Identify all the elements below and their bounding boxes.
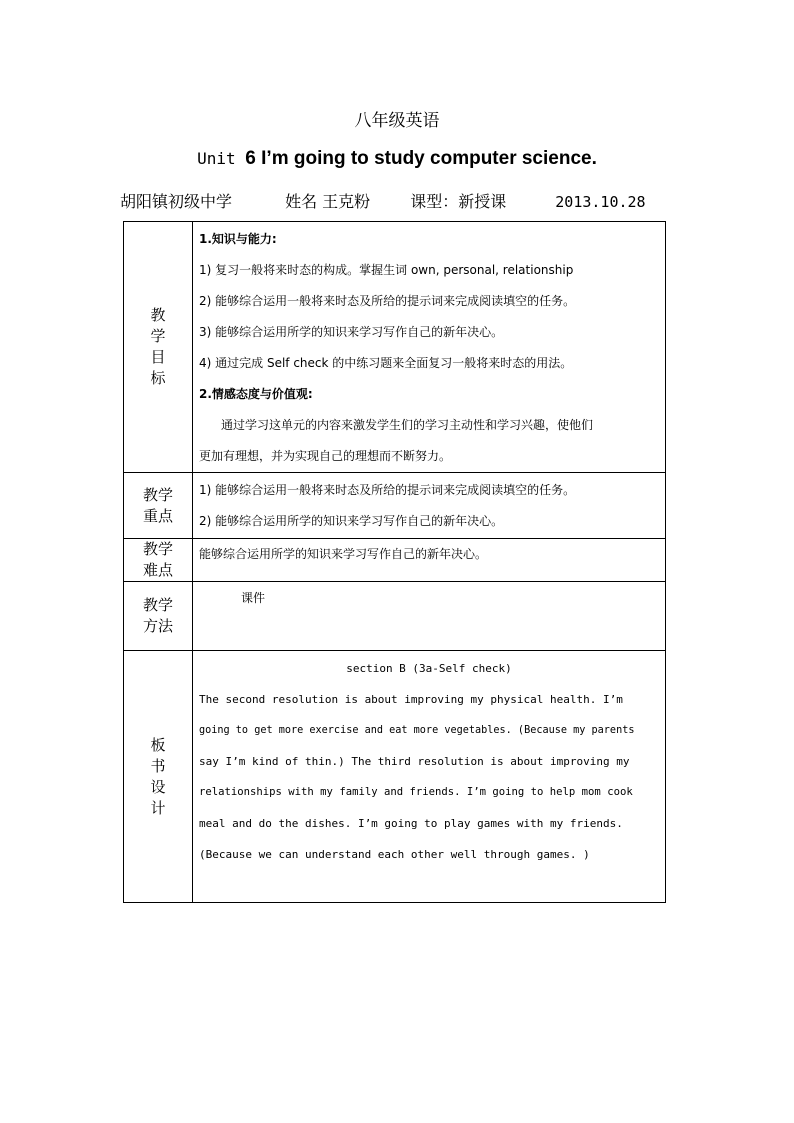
board-line: going to get more exercise and eat more vegetables. (Because my parents xyxy=(199,725,635,736)
board-design-content xyxy=(193,651,666,903)
label-line: 教学 xyxy=(142,540,173,558)
label-line: 教学 xyxy=(142,485,173,504)
objectives-heading-attitude: 2.情感态度与价值观: xyxy=(199,387,313,401)
attitude-text-line2: 更加有理想，并为实现自己的理想而不断努力。 xyxy=(199,449,452,463)
board-heading: section B (3a-Self check) xyxy=(346,662,512,675)
lesson-type: 课型：新授课 xyxy=(410,192,507,211)
key-point-item: 2) 能够综合运用所学的知识来学习写作自己的新年决心。 xyxy=(199,514,504,528)
lesson-plan-table xyxy=(123,221,666,903)
unit-title: 6 I’m going to study computer science. xyxy=(245,148,597,169)
board-line: (Because we can understand each other well through games. ) xyxy=(199,848,590,861)
row-methods xyxy=(124,582,666,651)
method-text: 课件 xyxy=(241,591,266,605)
school-name: 胡阳镇初级中学 xyxy=(120,192,233,211)
objective-item: 1) 复习一般将来时态的构成。掌握生词 own, personal, relationship xyxy=(199,263,574,277)
label-methods xyxy=(124,582,193,651)
label-difficulties xyxy=(124,539,193,582)
board-line: say I’m kind of thin.) The third resolution is about improving my xyxy=(199,755,630,768)
difficulties-content xyxy=(193,539,666,582)
label-line: 教学 xyxy=(142,596,173,614)
label-char: 目 xyxy=(150,348,166,366)
objective-item: 4) 通过完成 Self check 的中练习题来全面复习一般将来时态的用法。 xyxy=(199,356,573,370)
label-char: 标 xyxy=(150,369,166,387)
row-difficulties xyxy=(124,539,666,582)
label-key-points xyxy=(124,473,193,539)
teacher-name: 姓名 王克粉 xyxy=(285,192,371,211)
label-char: 教 xyxy=(150,306,166,324)
label-char: 计 xyxy=(150,798,166,817)
key-point-item: 1) 能够综合运用一般将来时态及所给的提示词来完成阅读填空的任务。 xyxy=(199,483,576,497)
label-char: 学 xyxy=(150,327,166,345)
label-line: 难点 xyxy=(142,561,173,579)
board-line: meal and do the dishes. I’m going to play games with my friends. xyxy=(199,817,623,830)
row-objectives xyxy=(124,222,666,473)
label-char: 板 xyxy=(150,735,166,754)
row-board-design xyxy=(124,651,666,903)
board-line: The second resolution is about improving my physical health. I’m xyxy=(199,693,623,706)
objective-item: 3) 能够综合运用所学的知识来学习写作自己的新年决心。 xyxy=(199,325,504,339)
objectives-content xyxy=(193,222,666,473)
row-key-points xyxy=(124,473,666,539)
board-line: relationships with my family and friends. I’m going to help mom cook xyxy=(199,786,633,798)
label-board-design xyxy=(124,651,193,903)
lesson-meta xyxy=(120,189,680,212)
label-objectives xyxy=(124,222,193,473)
unit-prefix: Unit xyxy=(197,149,246,168)
methods-content xyxy=(193,582,666,651)
document-title: 八年级英语 xyxy=(354,111,440,131)
lesson-date: 2013.10.28 xyxy=(555,193,646,211)
label-line: 重点 xyxy=(142,506,173,525)
objective-item: 2) 能够综合运用一般将来时态及所给的提示词来完成阅读填空的任务。 xyxy=(199,294,576,308)
key-points-content xyxy=(193,473,666,539)
objectives-heading-knowledge: 1.知识与能力: xyxy=(199,232,277,246)
difficulty-text: 能够综合运用所学的知识来学习写作自己的新年决心。 xyxy=(199,547,488,561)
attitude-text-line1: 通过学习这单元的内容来激发学生们的学习主动性和学习兴趣，使他们 xyxy=(221,418,594,432)
unit-heading xyxy=(0,148,794,170)
label-char: 书 xyxy=(150,756,166,775)
label-line: 方法 xyxy=(142,617,173,635)
label-char: 设 xyxy=(150,777,166,796)
